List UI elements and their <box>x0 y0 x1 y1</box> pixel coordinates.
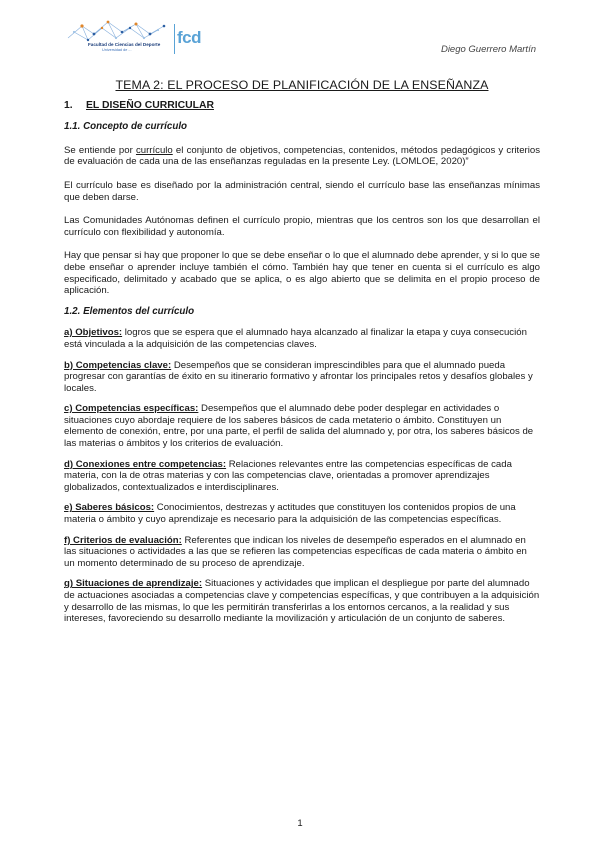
section-number: 1. <box>64 99 73 111</box>
list-item <box>64 459 540 494</box>
paragraph-reflection: Hay que pensar si hay que proponer lo que se debe enseñar o lo que el alumnado debe aprender, y si lo que se debe enseñar o aprender incluye también el cómo. También hay que tener en cuenta si el currículo es algo especificado, delimitado y acabado que se aplica, o es algo abierto que se delimita en el propio proceso de aplicación. <box>64 250 540 297</box>
item-label: g) Situaciones de aprendizaje: <box>64 578 203 590</box>
underlined-term: currículo <box>135 144 173 156</box>
item-label: f) Criterios de evaluación: <box>64 534 182 546</box>
paragraph-definition <box>64 145 540 168</box>
paragraph-text: el conjunto de objetivos, competencias, contenidos, métodos pedagógicos y criterios de evaluación de cada una de las enseñanzas reguladas en la presente Ley. (LOMLOE, 2020)” <box>64 144 540 168</box>
page-number: 1 <box>297 818 303 829</box>
paragraph-autonomous-communities: Las Comunidades Autónomas definen el currículo propio, mientras que los centros son los que desarrollan el currículo con flexibilidad y autonomía. <box>64 215 540 238</box>
list-item <box>64 360 540 395</box>
author-name: Diego Guerrero Martín <box>440 44 536 55</box>
item-label: b) Competencias clave: <box>64 359 172 371</box>
subsection-heading-concept: 1.1. Concepto de currículo <box>64 121 188 133</box>
item-label: c) Competencias específicas: <box>64 403 199 415</box>
item-text: Desempeños que el alumnado debe poder desplegar en actividades o situaciones cuyo abordaje requiere de los saberes básicos de cada metaterio o ámbito. Constituyen un elemento de conexión, entre, por una parte, el perfil de salida del alumnado y, por otra, los saberes básicos de las materias o ámbitos y los criterios de evaluación. <box>64 403 534 450</box>
list-item <box>64 327 540 350</box>
paragraph-base-curriculum: El currículo base es diseñado por la administración central, siendo el currículo base las enseñanzas mínimas que deben darse. <box>64 179 540 203</box>
item-text: Situaciones y actividades que implican el despliegue por parte del alumnado de actuaciones asociadas a competencias clave y competencias específicas, y que contribuyen a la adquisición y desarrollo de las mismas, lo que les permitirán transferirlas a los entornos cercanos, a la realidad y sus intereses, favoreciendo su desarrollo mediante la movilización y articulación de un conjunto de saberes. <box>64 578 540 625</box>
item-text: Referentes que indican los niveles de desempeño esperados en el alumnado en las situaciones o actividades a las que se refieren las competencias específicas de cada materia o ámbito en un momento determinado de su proceso de aprendizaje. <box>64 534 527 569</box>
logo-brand-mark: fcd <box>177 28 201 47</box>
item-label: e) Saberes básicos: <box>64 502 155 514</box>
subsection-heading-elements: 1.2. Elementos del currículo <box>64 305 195 317</box>
page-title: TEMA 2: EL PROCESO DE PLANIFICACIÓN DE LA ENSEÑANZA <box>115 78 489 92</box>
document-body <box>64 80 540 634</box>
list-item <box>64 535 540 570</box>
item-label: d) Conexiones entre competencias: <box>64 458 227 470</box>
list-item <box>64 578 540 624</box>
logo-faculty-name: Facultad de Ciencias del Deporte <box>88 42 161 47</box>
paragraph-text: Se entiende por <box>64 144 136 156</box>
section-heading <box>64 100 540 112</box>
item-label: a) Objetivos: <box>64 327 123 339</box>
logo-university-name: Universidad de ... <box>102 48 132 52</box>
item-text: Relaciones relevantes entre las competencias específicas de cada materia, con la de otras materias y con las competencias clave, orientadas a promover aprendizajes globalizados, contextualizados e interdisciplinares. <box>64 458 512 493</box>
section-title: EL DISEÑO CURRICULAR <box>86 99 214 111</box>
item-text: Desempeños que se consideran imprescindibles para que el alumnado pueda progresar con garantías de éxito en su itinerario formativo y afrontar los principales retos y desafíos globales y locales. <box>64 359 533 394</box>
item-text: Conocimientos, destrezas y actitudes que constituyen los contenidos propios de una materia o ámbito y cuyo aprendizaje es necesario para la adquisición de las competencias específicas. <box>64 502 516 526</box>
faculty-logo <box>64 16 204 60</box>
list-item <box>64 403 540 449</box>
list-item <box>64 502 540 525</box>
item-text: logros que se espera que el alumnado haya alcanzado al finalizar la etapa y cuya consecución está vinculada a la adquisición de las competencias claves. <box>64 327 527 350</box>
